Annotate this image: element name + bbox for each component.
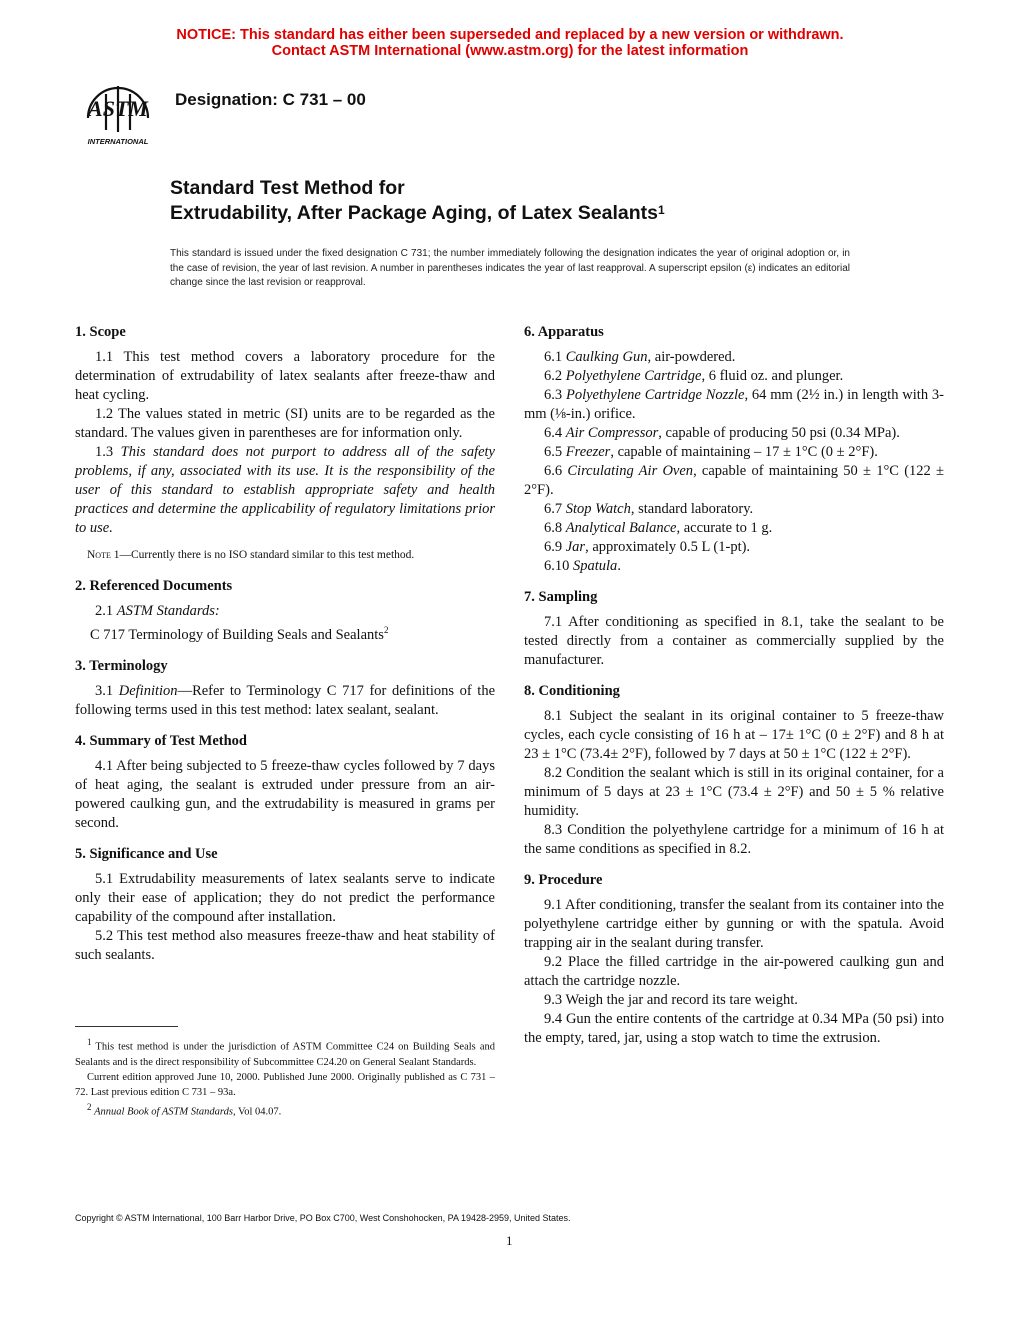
paragraph: 8.2 Condition the sealant which is still in its original container, for a minimum of 5 days at 23 ± 1°C (73.4 ± 2°F) and 50 ± 5 % relative humidity. — [524, 765, 944, 819]
section-sampling — [524, 588, 944, 670]
paragraph: 9.1 After conditioning, transfer the sealant from its container into the polyethylene cartridge either by gunning or with the spatula. Avoid trapping air in the sealant during transfer. — [524, 897, 944, 951]
section-scope — [75, 323, 495, 565]
paragraph: 9.4 Gun the entire contents of the cartridge at 0.34 MPa (50 psi) into the empty, tared, jar, using a stop watch to time the extrusion. — [524, 1011, 944, 1046]
section-heading: 5. Significance and Use — [75, 845, 218, 862]
paragraph: C 717 Terminology of Building Seals and Sealants$^2$ — [90, 625, 389, 643]
title-line-1: Standard Test Method for — [170, 177, 405, 199]
footnote: $^1$ This test method is under the jurisdiction of ASTM Committee C24 on Building Seals and Sealants and is the direct responsibility of Subcommittee C24.20 on General Sealant Standards. — [75, 1037, 495, 1068]
logo-subtext: INTERNATIONAL — [87, 137, 149, 146]
left-column — [75, 323, 495, 977]
notice-line-1: NOTICE: This standard has either been superseded and replaced by a new version or withdrawn. — [176, 27, 844, 43]
section-heading: 1. Scope — [75, 324, 126, 340]
section-apparatus — [524, 323, 944, 576]
section-terminology — [75, 657, 495, 720]
paragraph: 7.1 After conditioning as specified in 8.1, take the sealant to be tested directly from a container as commercially supplied by the manufacturer. — [524, 614, 944, 668]
astm-logo — [76, 72, 160, 152]
paragraph: 2.1 ASTM Standards: — [95, 603, 220, 619]
page-number: 1 — [506, 1233, 513, 1248]
list-item: 6.3 Polyethylene Cartridge Nozzle, 64 mm (2½ in.) in length with 3-mm (⅛-in.) orifice. — [524, 387, 945, 422]
section-heading: 7. Sampling — [524, 589, 598, 605]
paragraph: 4.1 After being subjected to 5 freeze-thaw cycles followed by 7 days of heat aging, the sealant is extruded under pressure from an air-powered caulking gun, and the extrudability is measured in grams per second. — [75, 757, 495, 831]
section-heading: 3. Terminology — [75, 657, 168, 674]
paragraph: 5.2 This test method also measures freeze-thaw and heat stability of such sealants. — [75, 927, 495, 963]
paragraph: 1.2 The values stated in metric (SI) units are to be regarded as the standard. The values given in parentheses are for information only. — [75, 406, 495, 441]
list-item: 6.1 Caulking Gun, air-powdered. — [544, 349, 736, 365]
copyright: Copyright © ASTM International, 100 Barr Harbor Drive, PO Box C700, West Conshohocken, PA 19428-2959, United States. — [75, 1213, 571, 1223]
list-item: 6.8 Analytical Balance, accurate to 1 g. — [544, 520, 773, 536]
list-item: 6.2 Polyethylene Cartridge, 6 fluid oz. and plunger. — [544, 368, 844, 384]
paragraph: 1.3 This standard does not purport to address all of the safety problems, if any, associated with its use. It is the responsibility of the user of this standard to establish appropriate safety and health practices and determine the applicability of regulatory limitations prior to use. — [75, 444, 495, 536]
section-conditioning — [524, 682, 944, 859]
notice-banner — [0, 27, 1020, 59]
paragraph: 3.1 Definition—Refer to Terminology C 717 for definitions of the following terms used in this test method: latex sealant, sealant. — [75, 682, 496, 718]
list-item: 6.10 Spatula. — [544, 558, 621, 574]
section-summary — [75, 732, 495, 833]
section-heading: 6. Apparatus — [524, 324, 604, 340]
paragraph: 1.1 This test method covers a laboratory procedure for the determination of extrudability of latex sealants after freeze-thaw and heat cycling. — [75, 349, 495, 403]
list-item: 6.7 Stop Watch, standard laboratory. — [544, 501, 754, 517]
list-item: 6.6 Circulating Air Oven, capable of maintaining 50 ± 1°C (122 ± 2°F). — [524, 463, 944, 498]
section-significance — [75, 845, 495, 965]
list-item: 6.5 Freezer, capable of maintaining – 17 ± 1°C (0 ± 2°F). — [544, 444, 878, 460]
paragraph: 8.1 Subject the sealant in its original container to 5 freeze-thaw cycles, each cycle consisting of 16 h at – 17± 1°C (0 ± 2°F) and 8 h at 23 ± 1°C (73.4± 2°F), followed by 7 days at 50 ± 1°C (122 ± 2°F). — [524, 708, 944, 762]
list-item: 6.9 Jar, approximately 0.5 L (1-pt). — [544, 539, 751, 555]
footnote: Current edition approved June 10, 2000. Published June 2000. Originally published as C 731 – 72. Last previous edition C 731 – 93a. — [75, 1071, 495, 1098]
footnote: $^2$ Annual Book of ASTM Standards, Vol 04.07. — [87, 1101, 282, 1117]
designation: Designation: C 731 – 00 — [175, 90, 366, 109]
notice-line-2: Contact ASTM International (www.astm.org) for the latest information — [271, 43, 749, 59]
paragraph: 8.3 Condition the polyethylene cartridge for a minimum of 16 h at the same conditions as specified in 8.2. — [524, 822, 944, 857]
footnote-divider — [75, 1026, 178, 1027]
paragraph: 9.2 Place the filled cartridge in the air-powered caulking gun and attach the cartridge nozzle. — [524, 954, 944, 989]
document-title — [170, 176, 665, 226]
logo-text: ASTM — [88, 96, 148, 121]
title-footnote-ref: 1 — [658, 203, 665, 217]
section-heading: 9. Procedure — [524, 872, 603, 888]
section-procedure — [524, 871, 944, 1048]
note: Note 1—Currently there is no ISO standard similar to this test method. — [87, 549, 415, 561]
list-item: 6.4 Air Compressor, capable of producing 50 psi (0.34 MPa). — [544, 425, 900, 441]
right-column — [524, 323, 944, 1060]
section-heading: 8. Conditioning — [524, 683, 620, 699]
paragraph: 5.1 Extrudability measurements of latex sealants serve to indicate only their ease of application; they do not predict the performance capability of the compound after installation. — [75, 870, 495, 925]
issuance-statement: This standard is issued under the fixed designation C 731; the number immediately following the designation indicates the year of original adoption or, in the case of revision, the year of last revision. A number in parentheses indicates the year of last reapproval. A superscript epsilon (ε) indicates an editorial change since the last revision or reapproval. — [170, 248, 850, 288]
title-line-2: Extrudability, After Package Aging, of Latex Sealants$^1$ — [170, 202, 665, 224]
footnotes — [75, 1035, 495, 1119]
section-heading: 4. Summary of Test Method — [75, 732, 247, 749]
paragraph: 9.3 Weigh the jar and record its tare weight. — [544, 992, 798, 1008]
section-referenced-documents — [75, 577, 495, 645]
section-heading: 2. Referenced Documents — [75, 578, 233, 594]
